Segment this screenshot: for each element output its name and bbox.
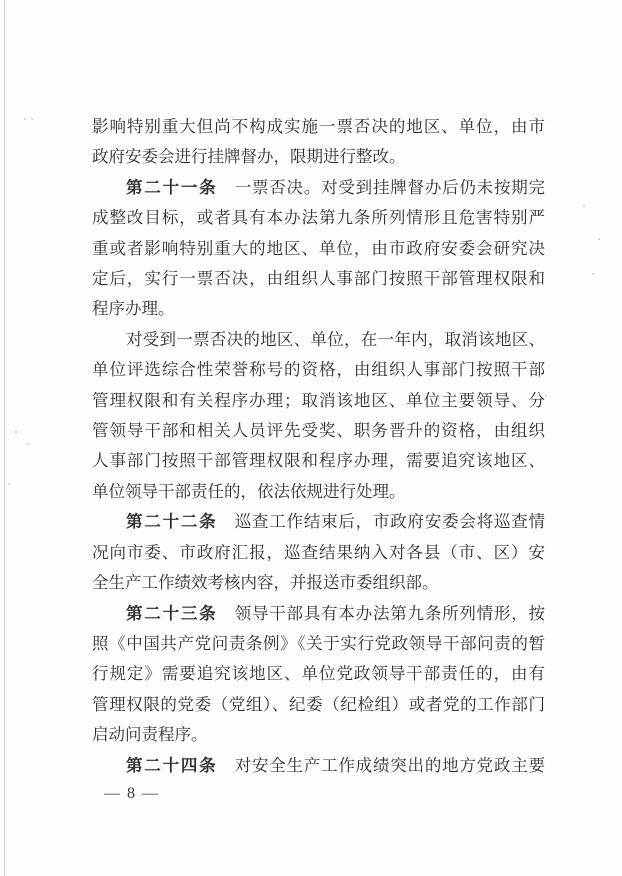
scan-edge-artifact (4, 0, 5, 876)
scan-speckle (598, 238, 600, 240)
text-line: 启动问责程序。 (92, 725, 208, 745)
article-21-number: 第二十一条 (126, 178, 218, 197)
text-line: 影响特别重大但尚不构成实施一票否决的地区、单位，由市 (92, 117, 545, 136)
document-body (92, 112, 545, 781)
scan-speckle (15, 431, 17, 433)
text-line: 行规定》需要追究该地区、单位党政领导干部责任的，由有 (92, 664, 545, 684)
article-24-number: 第二十四条 (126, 756, 218, 775)
scan-speckle (27, 443, 29, 445)
text-segment: 领导干部具有本办法第九条所列情形，按 (217, 603, 546, 623)
text-line: 管理权限和有关程序办理；取消该地区、单位主要领导、分 (92, 390, 545, 410)
article-23-number: 第二十三条 (126, 604, 218, 623)
page-number: — 8 — (104, 785, 160, 802)
text-segment: 一票否决。对受到挂牌督办后仍未按期完 (217, 177, 546, 197)
scan-speckle (24, 118, 26, 120)
text-line: 照《中国共产党问责条例》《关于实行党政领导干部问责的暂 (92, 633, 545, 653)
text-line: 况向市委、市政府汇报，巡查结果纳入对各县（市、区）安 (92, 542, 545, 562)
scan-speckle (31, 118, 33, 120)
text-line: 单位评选综合性荣誉称号的资格，由组织人事部门按照干部 (92, 360, 545, 380)
article-22-number: 第二十二条 (126, 513, 218, 532)
text-line: 管理权限的党委（党组）、纪委（纪检组）或者党的工作部门 (92, 694, 545, 714)
text-line: 政府安委会进行挂牌督办，限期进行整改。 (92, 147, 406, 167)
scan-speckle (8, 483, 10, 485)
article-21-heading-line (92, 173, 545, 203)
article-24-heading-line (92, 751, 545, 781)
text-line: 重或者影响特别重大的地区、单位，由市政府安委会研究决 (92, 238, 545, 258)
text-line: 全生产工作绩效考核内容，并报送市委组织部。 (92, 573, 439, 593)
article-23-heading-line (92, 599, 545, 629)
text-segment: 巡查工作结束后，市政府安委会将巡查情 (217, 512, 546, 532)
text-line: 人事部门按照干部管理权限和程序办理，需要追究该地区、 (92, 451, 545, 471)
text-line: 对受到一票否决的地区、单位，在一年内，取消该地区、 (126, 329, 545, 349)
text-line: 成整改目标，或者具有本办法第九条所列情形且危害特别严 (92, 208, 545, 228)
scan-speckle (592, 273, 594, 275)
text-line: 定后，实行一票否决，由组织人事部门按照干部管理权限和 (92, 269, 545, 289)
text-line: 程序办理。 (92, 299, 175, 319)
scan-speckle (583, 205, 585, 207)
text-segment: 对安全生产工作成绩突出的地方党政主要 (217, 755, 546, 775)
text-line: 管领导干部和相关人员评先受奖、职务晋升的资格，由组织 (92, 421, 545, 441)
article-22-heading-line (92, 507, 545, 537)
scan-speckle (545, 395, 547, 397)
text-line: 单位领导干部责任的，依法依规进行处理。 (92, 481, 406, 501)
